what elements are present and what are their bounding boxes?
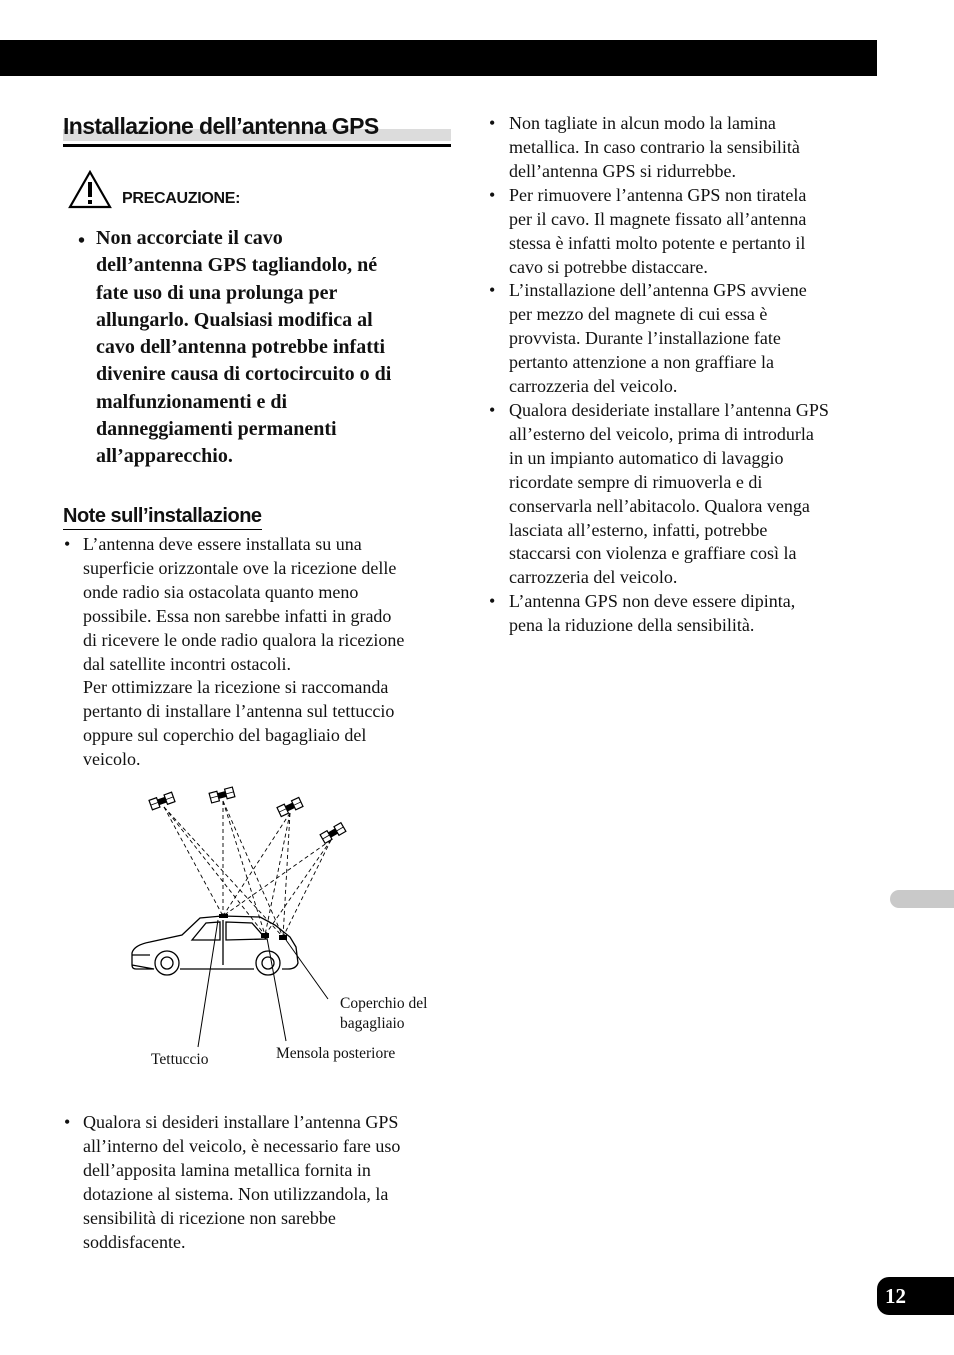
label-roof: Tettuccio [151,1051,209,1068]
right-item-4: Qualora desideriate installare l’antenna GPS all’esterno del veicolo, prima di introdurla in un impianto automatico di lavaggio ricordate sempre di rimuoverla e di conservarla nell’abitacolo. Qualora venga lasciata all’esterno, infatti, potrebbe staccarsi con violenza e graffiare così la carrozzeria del veicolo. [509,400,829,588]
caution-label: PRECAUZIONE: [122,190,241,207]
antenna-shelf-marker [261,933,269,938]
car-icon [132,916,298,975]
top-black-bar [0,40,877,76]
right-bullet-5: • [489,591,496,611]
caution-bullet: • [78,230,86,252]
satellite-icon [320,823,346,844]
right-bullet-3: • [489,280,496,300]
caution-text: Non accorciate il cavo dell’antenna GPS tagliandolo, né fate uso di una prolunga per allungarlo. Qualsiasi modifica al cavo dell’antenna potrebbe infatti divenire causa di cortocircuito o di malfunzionamenti e di danneggiamenti permanenti all’apparecchio. [96,227,392,468]
satellite-icon [209,787,235,803]
right-item-2: Per rimuovere l’antenna GPS non tiratela per il cavo. Il magnete fissato all’antenna stessa è infatti molto potente e pertanto il cavo si potrebbe distaccare. [509,185,807,277]
right-item-5: L’antenna GPS non deve essere dipinta, pena la riduzione della sensibilità. [509,591,796,635]
section-title-text: Installazione dell’antenna GPS [63,113,379,139]
right-bullet-2: • [489,185,496,205]
section-title [63,111,451,147]
warning-icon [68,170,112,210]
page-number: 12 [877,1277,954,1315]
notes-item-1: L’antenna deve essere installata su una superficie orizzontale ove la ricezione delle onde radio sia ostacolata quanto meno possibile. Essa non sarebbe infatti in grado di ricevere le onde radio qualora la ricezione dal satellite incontri ostacoli. Per ottimizzare la ricezione si raccomanda pertanto di installare l’antenna sul tettuccio oppure sul coperchio del bagagliaio del veicolo. [83,534,405,770]
right-bullet-1: • [489,113,496,133]
notes-item-2: Qualora si desideri installare l’antenna GPS all’interno del veicolo, è necessario fare uso dell’apposita lamina metallica fornita in dotazione al sistema. Non utilizzandola, la sensibilità di ricezione non sarebbe soddisfacente. [83,1112,401,1252]
right-item-1: Non tagliate in alcun modo la lamina metallica. In caso contrario la sensibilità dell’antenna GPS si ridurrebbe. [509,113,800,181]
notes-bullet-1: • [64,534,71,554]
antenna-trunk-marker [279,935,287,940]
satellite-icon [149,792,175,810]
label-trunk-lid: Coperchio del bagagliaio [340,995,428,1032]
right-bullet-4: • [489,400,496,420]
notes-bullet-2: • [64,1112,71,1132]
subsection-heading: Note sull’installazione [63,503,262,530]
antenna-roof-marker [219,914,228,918]
label-rear-shelf: Mensola posteriore [276,1045,396,1062]
right-item-3: L’installazione dell’antenna GPS avviene per mezzo del magnete di cui essa è provvista. Durante l’installazione fate pertanto attenzione a non graffiare la carrozzeria del veicolo. [509,280,807,396]
section-side-tab [890,890,954,908]
